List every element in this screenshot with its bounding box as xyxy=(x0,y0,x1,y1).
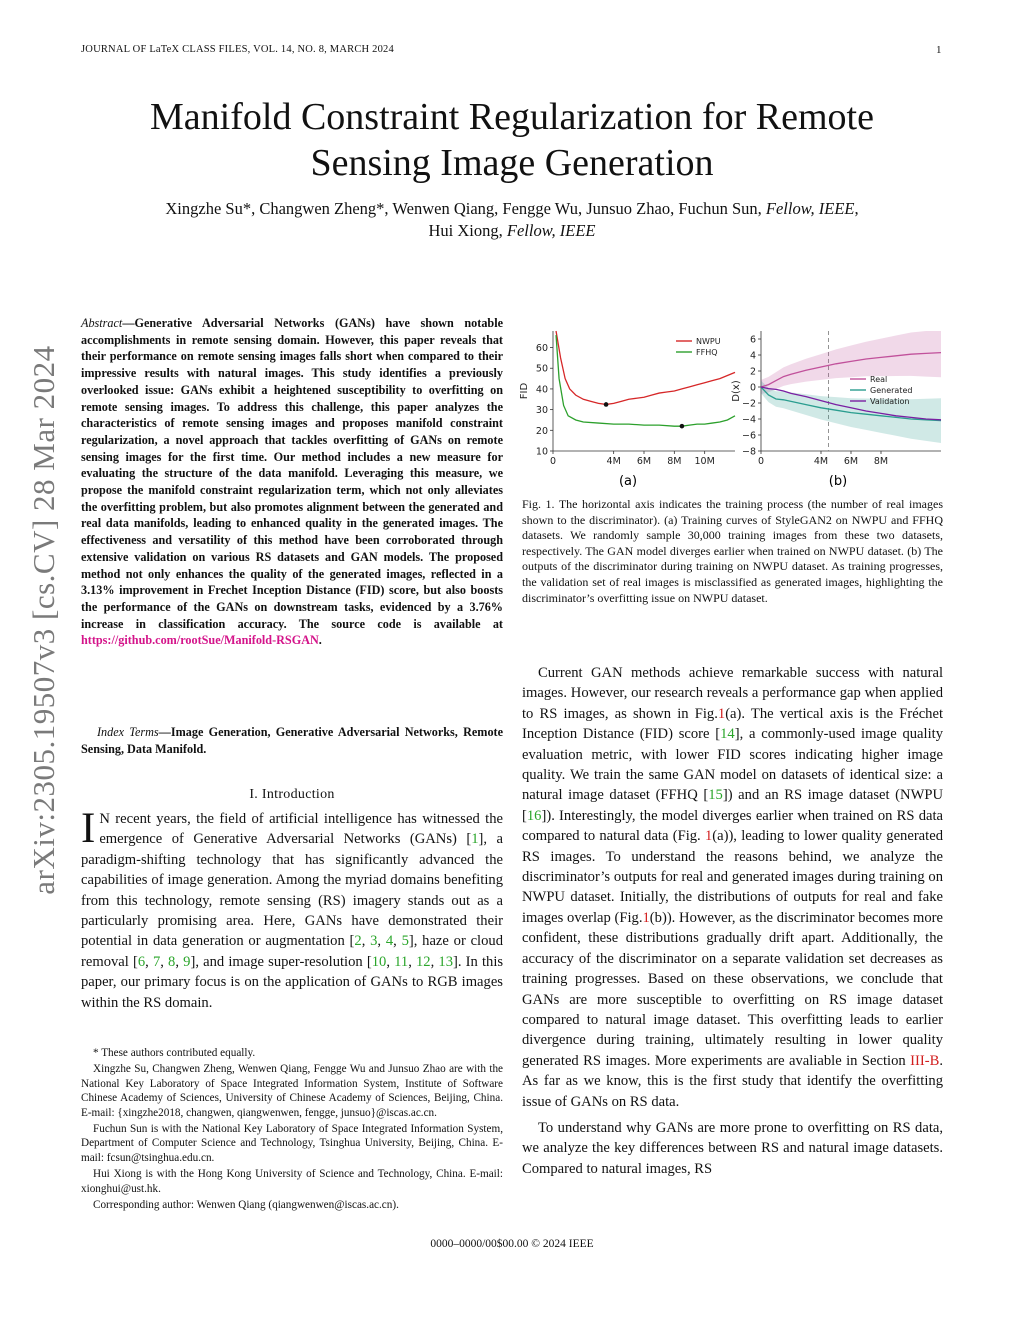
figure-ref-link[interactable]: 1 xyxy=(717,705,726,722)
text: ]) and an RS image dataset (NWPU [ xyxy=(522,787,943,824)
running-header: JOURNAL OF LaTeX CLASS FILES, VOL. 14, NO. 8, MARCH 2024 xyxy=(81,44,394,55)
section-heading-introduction: I. Introduction xyxy=(249,787,335,802)
x-tick-label: 6M xyxy=(843,456,859,467)
citation-link[interactable]: 1 xyxy=(471,831,479,848)
citation-link[interactable]: 16 xyxy=(526,807,542,824)
legend-label: Generated xyxy=(870,386,913,395)
y-tick-label: 50 xyxy=(535,363,548,375)
text: . As far as we know, this is the first study that identify the overfitting issue of GANs on RS data. xyxy=(522,1052,943,1110)
legend-label: Validation xyxy=(870,397,910,406)
y-tick-label: 40 xyxy=(535,384,548,396)
y-axis-label: D(x) xyxy=(731,380,742,402)
min-marker xyxy=(680,424,685,429)
intro-text: ], haze or cloud removal [ xyxy=(81,933,503,970)
x-tick-label: 8M xyxy=(667,456,682,467)
drop-cap-rest: N xyxy=(99,811,110,827)
abstract xyxy=(81,315,503,649)
min-marker xyxy=(604,402,609,407)
page-number: 1 xyxy=(936,44,942,56)
legend-label: NWPU xyxy=(696,337,721,346)
chart-a-fid-curves xyxy=(519,331,735,467)
y-tick-label: 30 xyxy=(535,405,548,417)
footnote-equal-contribution: * These authors contributed equally. xyxy=(93,1047,256,1059)
citation-link[interactable]: 7 xyxy=(152,953,161,970)
x-tick-label: 8M xyxy=(873,456,889,467)
citation-link[interactable]: 4 xyxy=(385,933,394,950)
citation-link[interactable]: 14 xyxy=(720,726,735,743)
intro-text: recent years, the field of artificial intelligence has witnessed the emergence of Generative Adversarial Networks (GANs) [ xyxy=(99,811,503,848)
intro-text: ], and image super-resolution [ xyxy=(190,953,372,970)
y-tick-label: 0 xyxy=(749,382,756,394)
citation-link[interactable]: 12 xyxy=(416,953,431,970)
section-ref-link[interactable]: III-B xyxy=(910,1052,940,1069)
y-tick-label: −8 xyxy=(741,446,756,458)
paragraph: To understand why GANs are more prone to overfitting on RS data, we analyze the key differences between RS and natural image datasets. Compared to natural images, RS xyxy=(522,1119,943,1177)
citation-link[interactable]: 6 xyxy=(137,953,146,970)
citation-link[interactable]: 9 xyxy=(183,953,191,970)
y-tick-label: 2 xyxy=(749,366,756,378)
author-list: Xingzhe Su*, Changwen Zheng*, Wenwen Qiang, Fengge Wu, Junsuo Zhao, Fuchun Sun, Fellow, IEEE, Hui Xiong, Fellow, IEEE xyxy=(165,199,859,240)
drop-cap: I xyxy=(81,805,96,852)
footnote-affiliation: Fuchun Sun is with the National Key Laboratory of Space Integrated Information System, Department of Computer Science and Technology, Tsinghua University, Beijing, China. E-mail: fcsun@tsinghua.edu.cn. xyxy=(81,1123,503,1164)
panel-a-label: (a) xyxy=(618,474,638,489)
figure-1-charts xyxy=(519,325,943,490)
index-terms-lead: Index Terms xyxy=(97,725,159,739)
panel-b-label: (b) xyxy=(828,474,848,489)
paragraph xyxy=(522,663,943,1112)
chart-b-discriminator-outputs xyxy=(731,331,941,467)
x-tick-label: 0 xyxy=(549,456,557,467)
figure-ref-link[interactable]: 1 xyxy=(704,828,713,845)
citation-link[interactable]: 10 xyxy=(371,953,387,970)
text: (b)). However, as the discriminator becomes more confident, these distributions gradually drift apart. Additionally, the accuracy of the discriminator on a separate validation set decreases as training progresses. Based on these observations, we conclude that GANs are more susceptible to overfitting on RS image dataset compared to natural image dataset. This overfitting leads to earlier divergence during training, ultimately resulting in lower quality generated RS images. More experiments are avaliable in Section xyxy=(522,909,943,1069)
fellow-title: Fellow, IEEE xyxy=(765,199,855,218)
citation-link[interactable]: 3 xyxy=(370,933,378,950)
title-line-2: Sensing Image Generation xyxy=(310,142,714,184)
text: Current GAN methods achieve remarkable success with natural images. However, our research reveals a performance gap when applied to RS images, as shown in Fig. xyxy=(522,665,943,722)
y-tick-label: 6 xyxy=(749,334,756,346)
text: (a)), leading to lower quality generated RS images. To understand the reasons behind, we analyze the discriminator’s outputs for real and generated images during training on NWPU dataset. Initially, the distributions of outputs for real and fake images overlap (Fig. xyxy=(522,828,943,926)
figure-ref-link[interactable]: 1 xyxy=(642,909,650,926)
y-axis-label: FID xyxy=(519,382,530,400)
figure-caption: Fig. 1. The horizontal axis indicates the training process (the number of real images shown to the discriminator). (a) Training curves of StyleGAN2 on NWPU and FFHQ datasets. We randomly sample 30,000 training images from these two datasets, respectively. The GAN model diverges earlier when trained on NWPU dataset. (b) The outputs of the discriminator during training on NWPU dataset. As training progresses, the validation set of real images is misclassified as generated images, highlighting the discriminator’s overfitting issue on NWPU dataset. xyxy=(522,497,943,605)
footnotes xyxy=(81,1046,503,1214)
y-tick-label: −4 xyxy=(741,414,756,426)
footnote-corresponding-author: Corresponding author: Wenwen Qiang (qiangwenwen@iscas.ac.cn). xyxy=(93,1199,399,1212)
abstract-lead: Abstract xyxy=(81,316,123,330)
series-band xyxy=(761,331,941,394)
paper-title xyxy=(0,94,1024,186)
text: (a). The vertical axis is the Fréchet Inception Distance (FID) score [ xyxy=(522,705,944,743)
legend-label: FFHQ xyxy=(696,348,718,357)
x-tick-label: 4M xyxy=(813,456,829,467)
citation-link[interactable]: 11 xyxy=(394,953,409,970)
source-code-link[interactable]: https://github.com/rootSue/Manifold-RSGAN xyxy=(81,633,319,648)
intro-text: ]. In this paper, our primary focus is on the application of GANs to RGB images within the RS domain. xyxy=(81,953,504,1011)
figure-1 xyxy=(519,325,943,495)
x-tick-label: 6M xyxy=(636,456,652,467)
copyright-footer: 0000–0000/00$00.00 © 2024 IEEE xyxy=(430,1238,594,1250)
right-column-text xyxy=(522,663,943,1185)
author-names: Xingzhe Su*, Changwen Zheng*, Wenwen Qiang, Fengge Wu, Junsuo Zhao, Fuchun Sun, xyxy=(165,199,762,218)
intro-text: ], a paradigm-shifting technology that has significantly advanced the capabilities of image generation. Among the myriad domains benefiting from this technology, remote sensing (RS) imagery stands out as a particularly promising area. Here, GANs have demonstrated their potential in data generation or augmentation [ xyxy=(81,831,504,950)
abstract-end: . xyxy=(318,633,322,648)
x-tick-label: 10M xyxy=(694,456,715,467)
y-tick-label: 4 xyxy=(749,350,756,362)
index-terms xyxy=(81,724,503,757)
y-tick-label: −6 xyxy=(741,430,756,442)
y-tick-label: −2 xyxy=(741,398,756,410)
index-terms-text: —Image Generation, Generative Adversarial Networks, Remote Sensing, Data Manifold. xyxy=(81,725,504,756)
author-name-last: Hui Xiong, xyxy=(428,221,503,240)
x-tick-label: 0 xyxy=(757,456,765,467)
footnote-affiliation: Xingzhe Su, Changwen Zheng, Wenwen Qiang, Fengge Wu and Junsuo Zhao are with the National Key Laboratory of Space Integrated Information System, Institute of Software Chinese Academy of Sciences, University of Chinese Academy of Sciences, Beijing, China. E-mail: {xingzhe2018, changwen, qiangwenwen, fengge, junsuo}@iscas.ac.cn. xyxy=(81,1063,503,1119)
fellow-title: Fellow, IEEE xyxy=(506,221,596,240)
arxiv-identifier: arXiv:2305.19507v3 [cs.CV] 28 Mar 2024 xyxy=(26,345,61,895)
x-tick-label: 4M xyxy=(606,456,621,467)
y-tick-label: 60 xyxy=(535,343,548,355)
legend-label: Real xyxy=(870,375,888,384)
citation-link[interactable]: 8 xyxy=(168,953,176,970)
footnote-affiliation: Hui Xiong is with the Hong Kong University of Science and Technology, China. E-mail: xionghui@ust.hk. xyxy=(81,1168,503,1195)
citation-link[interactable]: 2 xyxy=(354,933,362,950)
citation-link[interactable]: 13 xyxy=(438,953,453,970)
title-line-1: Manifold Constraint Regularization for Remote xyxy=(150,96,874,138)
text: ]). Interestingly, the model diverges earlier when trained on RS data compared to natural data (Fig. xyxy=(522,807,943,845)
citation-link[interactable]: 15 xyxy=(708,787,723,804)
abstract-text: —Generative Adversarial Networks (GANs) have shown notable accomplishments in remote sensing domain. However, this paper reveals that their performance on remote sensing images falls short when compared to their impressive results with natural images. This study identifies a previously overlooked issue: GANs exhibit a heightened susceptibility to overfitting on remote sensing images. To address this challenge, this paper analyzes the characteristics of remote sensing images and proposes manifold constraint regularization, a novel approach that tackles overfitting of GANs on remote sensing images for the first time. Our method includes a new measure for evaluating the structure of the data manifold. Leveraging this measure, we propose the manifold constraint regularization term, which not only alleviates the overfitting problem, but also promotes alignment between the generated and real data manifolds, leading to enhanced quality in the generated images. The effectiveness and versatility of this method have been corroborated through extensive validation on various RS datasets and GAN models. The proposed method not only enhances the quality of the generated images, reflected in a 3.13% improvement in Frechet Inception Distance (FID) score, but also boosts the performance of the GANs on downstream tasks, evidenced by a 3.76% increase in classification accuracy. The source code is available at xyxy=(81,316,503,631)
y-tick-label: 20 xyxy=(535,425,548,437)
citation-link[interactable]: 5 xyxy=(401,933,409,950)
y-tick-label: 10 xyxy=(535,446,548,458)
intro-paragraph: I N recent years, the field of artificial intelligence has witnessed the emergence of Generative Adversarial Networks (GANs) [1], a paradigm-shifting technology that has significantly advanced the capabilities of image generation. Among the myriad domains benefiting from this technology, remote sensing (RS) imagery stands out as a particularly promising area. Here, GANs have demonstrated their potential in data generation or augmentation [2, 3, 4, 5], haze or cloud removal [6, 7, 8, 9], and image super-resolution [10, 11, 12, 13]. In this paper, our primary focus is on the application of GANs to RGB images within the RS domain. xyxy=(81,805,504,1011)
text: ], a commonly-used image quality evaluation metric, with lower FID scores indicating higher image quality. We train the same GAN model on datasets of identical size: a natural image dataset (FFHQ [ xyxy=(522,726,943,804)
